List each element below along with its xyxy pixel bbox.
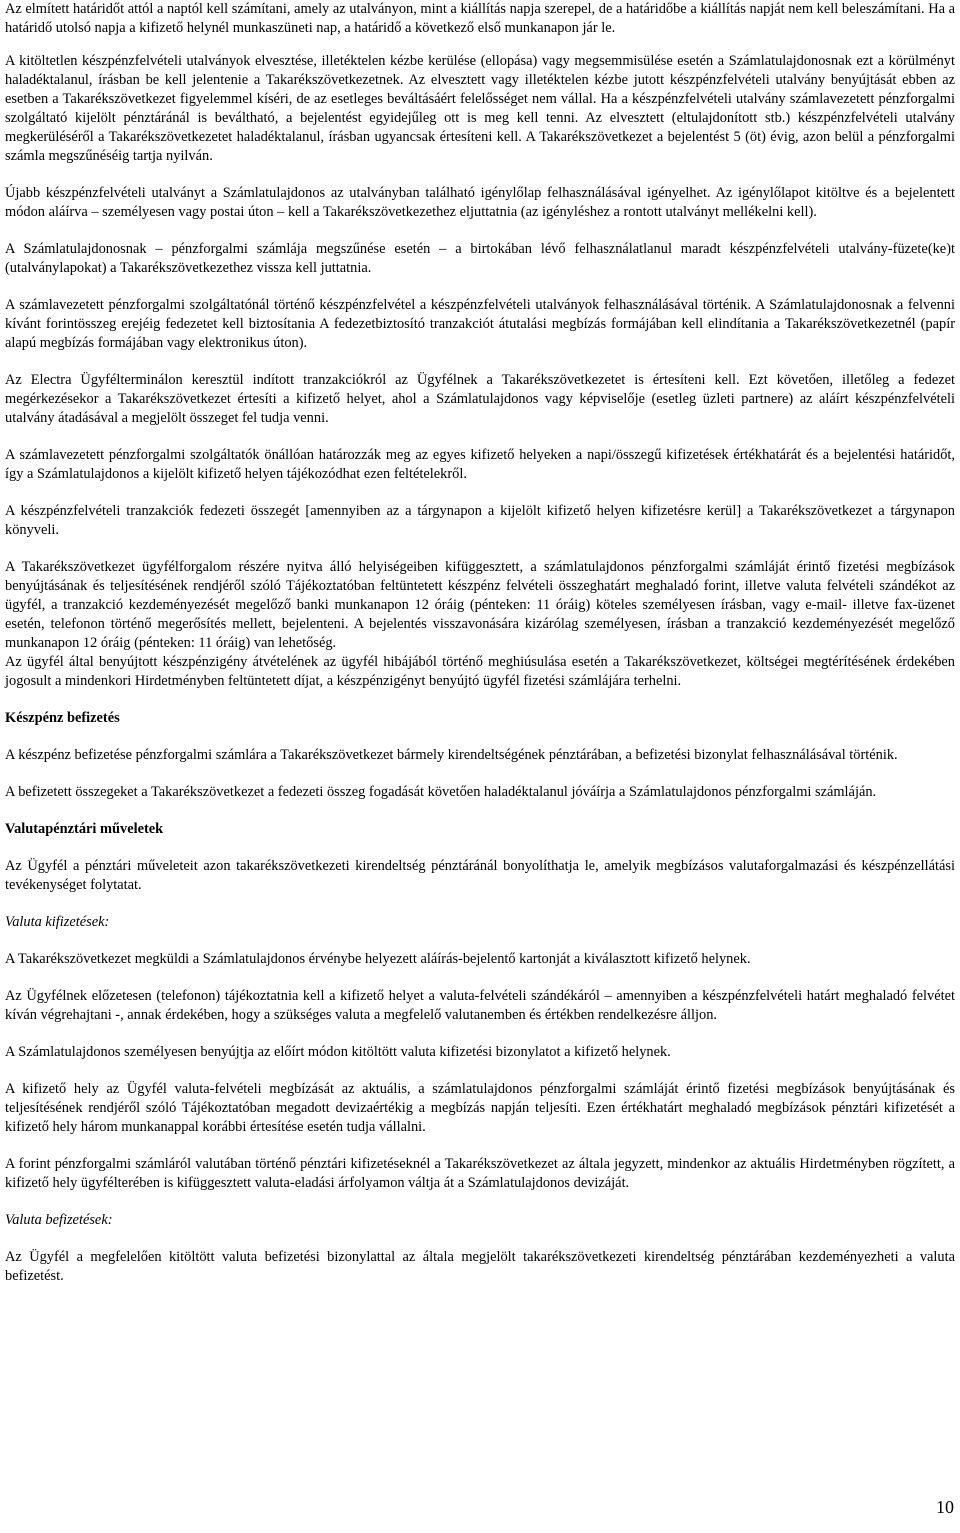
paragraph-exchange-rate: A forint pénzforgalmi számláról valutában történő pénztári kifizetéseknél a Takarékszövetkezet az általa jegyzett, mindenkor az aktuális Hirdetményben rögzített, a kifizető hely ügyfélterében is kifüggesztett valuta-eladási árfolyamon váltja át a Számlatulajdonos devizáját.	[5, 1156, 955, 1191]
paragraph-currency-branch: Az Ügyfél a pénztári műveleteit azon takarékszövetkezeti kirendeltség pénztáránál bonyolíthatja le, amelyik megbízásos valutaforgalmazási és készpénzellátási tevékenységet folytatat.	[5, 858, 955, 893]
paragraph-deadline-calculation: Az elmített határidőt attól a naptól kell számítani, amely az utalványon, mint a kiállítás napja szerepel, de a határidőbe a kiállítás napját nem kell beleszámítani. Ha a határidő utolsó napja a kifizető helynél munkaszüneti nap, a határidő a következő első munkanapon jár le.	[5, 1, 955, 36]
paragraph-deposit-method: A készpénz befizetése pénzforgalmi számlára a Takarékszövetkezet bármely kirendeltségének pénztárában, a befizetési bizonylat felhasználásával történik.	[5, 747, 898, 763]
paragraph-new-voucher-request: Újabb készpénzfelvételi utalványt a Számlatulajdonos az utalványban található igénylőlap felhasználásával igényelhet. Az igénylőlapot kitöltve és a bejelentett módon aláírva – személyesen vagy postai úton – kell a Takarékszövetkezethez eljuttatnia (az igényléshez a rontott utalványt mellékelni kell).	[5, 185, 955, 220]
paragraph-currency-deposit: Az Ügyfél a megfelelően kitöltött valuta befizetési bizonylattal az általa megjelölt takarékszövetkezeti kirendeltség pénztárában kezdeményezheti a valuta befizetést.	[5, 1249, 955, 1284]
paragraph-advance-notice: Az Ügyfélnek előzetesen (telefonon) tájékoztatnia kell a kifizető helyet a valuta-felvételi szándékáról – amennyiben a készpénzfelvételi határt meghaladó felvétet kíván végrehajtani -, annak érdekében, hogy a szükséges valuta a megfelelő valutanemben és értékben rendelkezésre álljon.	[5, 988, 955, 1023]
paragraph-cash-withdrawal-process: A számlavezetett pénzforgalmi szolgáltatónál történő készpénzfelvétel a készpénzfelvételi utalványok felhasználásával történik. A Számlatulajdonosnak a felvenni kívánt forintösszeg erejéig fedezetet kell biztosítania A fedezetbiztosító tranzakciót átutalási megbízás formájában kell elindítania a Takarékszövetkezetnél (papír alapú megbízás formájában vagy elektronikus úton).	[5, 297, 955, 351]
paragraph-signature-card: A Takarékszövetkezet megküldi a Számlatulajdonos érvénybe helyezett aláírás-bejelentő kartonját a kiválasztott kifizető helynek.	[5, 951, 751, 967]
paragraph-lost-vouchers: A kitöltetlen készpénzfelvételi utalványok elvesztése, illetéktelen kézbe kerülése (ellopása) vagy megsemmisülése esetén a Számlatulajdonosnak ezt a körülményt haladéktalanul, írásban be kell jelentenie a Takarékszövetkezetnek. Az elvesztett vagy illetéktelen kézbe jutott készpénzfelvételi utalvány benyújtását ebben az esetben a Takarékszövetkezet figyelemmel kíséri, de az esetleges beváltásáért felelősséget nem vállal. Ha a készpénzfelvételi utalvány számlavezetett pénzforgalmi szolgáltató kijelölt pénztáránál is beváltható, a bejelentést egyidejűleg ott is meg kell tenni. Az elvesztett (eltulajdonított stb.) készpénzfelvételi utalvány megkerüléséről a Takarékszövetkezetet haladéktalanul, írásban ugyancsak értesíteni kell. A Takarékszövetkezet a bejelentést 5 (öt) évig, azon belül a pénzforgalmi számla megszűnéséig tartja nyilván.	[5, 53, 955, 164]
paragraph-large-withdrawal-notice: A Takarékszövetkezet ügyfélforgalom részére nyitva álló helyiségeiben kifüggesztett, a számlatulajdonos pénzforgalmi számláját érintő fizetési megbízások benyújtásának és teljesítésének rendjéről szóló Tájékoztatóban feltüntetett készpénz felvételi összeghatárt meghaladó forint, illetve valuta felvételi szándékot az ügyfél, a tranzakció kezdeményezését megelőző banki munkanapon 12 óráig (pénteken: 11 óráig) köteles személyesen írásban, vagy e-mail- illetve fax-üzenet esetén, telefonon történő megerősítés mellett, bejelenteni. A bejelentés visszavonására kizárólag személyesen, írásban a tranzakció kezdeményezését megelőző munkanapon 12 óráig (pénteken: 11 óráig) van lehetőség.	[5, 559, 955, 651]
paragraph-payout-slip: A Számlatulajdonos személyesen benyújtja az előírt módon kitöltött valuta kifizetési bizonylatot a kifizető helynek.	[5, 1044, 671, 1060]
page-number: 10	[936, 1497, 954, 1517]
paragraph-payout-limits: A számlavezetett pénzforgalmi szolgáltatók önállóan határozzák meg az egyes kifizető helyeken a napi/összegű kifizetések értékhatárát és a bejelentési határidőt, így a Számlatulajdonos a kijelölt kifizető helyen tájékozódhat ezen feltételekről.	[5, 447, 955, 482]
heading-cash-deposit: Készpénz befizetés	[5, 710, 120, 726]
heading-foreign-currency-operations: Valutapénztári műveletek	[5, 821, 164, 837]
document-page	[5, 0, 955, 1304]
paragraph-deposit-crediting: A befizetett összegeket a Takarékszövetkezet a fedezeti összeg fogadását követően haladéktalanul jóváírja a Számlatulajdonos pénzforgalmi számláján.	[5, 784, 877, 800]
paragraph-failed-pickup-fee: Az ügyfél által benyújtott készpénzigény átvételének az ügyfél hibájából történő meghiúsulása esetén a Takarékszövetkezet, költségei megtérítésének érdekében jogosult a mindenkori Hirdetményben feltüntetett díjat, a készpénzigényt benyújtó ügyfél fizetési számlájára terhelni.	[5, 654, 955, 689]
paragraph-return-unused-vouchers: A Számlatulajdonosnak – pénzforgalmi számlája megszűnése esetén – a birtokában lévő felhasználatlanul maradt készpénzfelvételi utalvány-füzete(ke)t (utalványlapokat) a Takarékszövetkezethez vissza kell juttatnia.	[5, 241, 955, 276]
subheading-currency-deposits: Valuta befizetések:	[5, 1212, 113, 1228]
paragraph-electra-terminal: Az Electra Ügyfélterminálon keresztül indított tranzakciókról az Ügyfélnek a Takarékszövetkezetet is értesíteni kell. Ezt követően, illetőleg a fedezet megérkezésekor a Takarékszövetkezet értesíti a kifizető helyet, ahol a Számlatulajdonos vagy képviselője (esetleg üzleti partnere) az aláírt készpénzfelvételi utalvány átadásával a megjelölt összeget fel tudja venni.	[5, 372, 955, 426]
paragraph-cover-booking: A készpénzfelvételi tranzakciók fedezeti összegét [amennyiben az a tárgynapon a kijelölt kifizető helyen kifizetésre kerül] a Takarékszövetkezet a tárgynapon könyveli.	[5, 503, 955, 538]
subheading-currency-payouts: Valuta kifizetések:	[5, 914, 110, 930]
paragraph-payout-limit: A kifizető hely az Ügyfél valuta-felvételi megbízását az aktuális, a számlatulajdonos pénzforgalmi számláját érintő fizetési megbízások benyújtásának és teljesítésének rendjéről szóló Tájékoztatóban megadott devizaértékig a megbízás napján teljesíti. Ezen értékhatárt meghaladó megbízások pénztári kifizetését a kifizető hely három munkanappal korábbi értesítése esetén tudja vállalni.	[5, 1081, 955, 1135]
